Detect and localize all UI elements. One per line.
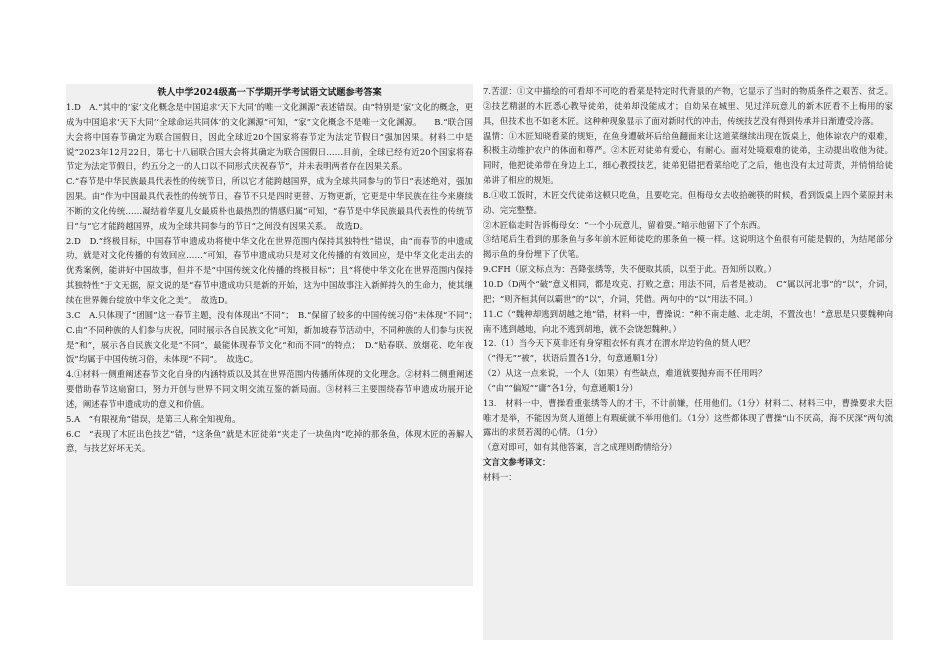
answer-8-point-3: ③结尾后生看到的那条鱼与多年前木匠师徒吃的那条鱼一模一样。这说明这个鱼很有可能是假的，为结尾部分揭示鱼的身份埋下了伏笔。 bbox=[483, 234, 893, 260]
answer-12-2: （2）从这一点来说，一个人（如果）有些缺点，难道就要抛弃而不任用吗？ bbox=[483, 368, 767, 379]
answer-9: 9.CFH（原文标点为：吾降张绣等，失不便取其质，以至于此。吾知所以败。） bbox=[483, 264, 777, 275]
answer-12-1-scoring: （“得无”“被”，状语后置各1分，句意通顺1分） bbox=[483, 353, 663, 364]
material-one-label: 材料一： bbox=[483, 471, 517, 482]
answer-6: 6.C “表现了木匠出色技艺”错，“这条鱼”就是木匠徒弟“夹走了一块鱼肉”吃掉的那条鱼，体现木匠的善解人意，与技艺好坏无关。 bbox=[66, 428, 473, 454]
answer-12-2-scoring: （“由”“偏短”“庸”各1分，句意通顺1分） bbox=[483, 382, 638, 393]
answer-10: 10.D（D两个“破”意义相同，都是攻克、打败之意；用法不同，后者是被动。 C“属以河北事”的“以”，介词，把；“则齐桓其何以霸世”的“以”，介词，凭借。两句中的“以”用法不同。） bbox=[483, 278, 893, 304]
answer-12-1: 12.（1）当今天下莫非还有身穿粗衣怀有真才在渭水岸边钓鱼的贤人吧？ bbox=[483, 338, 755, 349]
answer-4: 4.①材料一侧重阐述春节文化自身的内涵特质以及其在世界范围内传播所体现的文化理念。②材料二侧重阐述要借助春节这扇窗口，努力开创与世界不同文明交流互鉴的新局面。③材料三主要围绕春节申遗成功展开论述，阐述春节申遗成功的意义和价值。 bbox=[66, 369, 473, 409]
left-column bbox=[66, 84, 482, 586]
answer-11: 11.C（“魏种却逃到胡越之地”错，材料一中，曹操说：“种不南走越、北走胡，不置汝也！”意思是只要魏种向南不逃到越地，向北不逃到胡地，就不会饶恕魏种。） bbox=[483, 308, 893, 334]
translation-heading: 文言文参考译文： bbox=[483, 457, 551, 468]
answer-8-point-2: ②木匠临走时告诉梅母女：“一个小玩意儿，留着耍。”暗示他留下了个东西。 bbox=[483, 219, 766, 230]
answer-13: 13. 材料一中，曹操看重张绣等人的才干，不计前嫌，任用他们。（1分）材料二、材料三中，曹操要求大臣唯才是举，不能因为贤人道德上有瑕疵就不举用他们。（1分）这些都体现了曹操“山不厌高，海不厌深”两句流露出的求贤若渴的心情。（1分） bbox=[483, 397, 893, 438]
answer-7-warmth: 温情：①木匠知晓看菜的规矩，在鱼身遭破坏后给鱼翻面来让这道菜继续出现在饭桌上，他体谅农户的艰难，积极主动维护农户的体面和尊严。②木匠对徒弟有爱心，有耐心。面对处境艰难的徒弟，主动提出收他为徒。同时，他把徒弟带在身边上工，细心教授技艺，徒弟犯错把看菜给吃了之后，他也没有太过苛责，并悄悄给徒弟讲了相应的规矩。 bbox=[483, 130, 893, 186]
answer-5: 5.A “有限视角”错误，是第三人称全知视角。 bbox=[66, 413, 241, 424]
answer-2: 2.D D.“终极目标，中国春节申遗成功将使中华文化在世界范围内保持其独特性”错误，由“而春节的申遗成功，就是对文化传播的有效回应……”可知，春节申遗成功只是对文化传播的有效回应，是中华文化走出去的优秀案例，能讲好中国故事，但并不是“中国传统文化传播的终极目标”；且“将使中华文化在世界范围内保持其独特性”于文无据，原文说的是“春节申遗成功只是新的开始，这为中国故事注入新鲜持久的生命力，使其继续在世界舞台绽放中华文化之美”。 故选D。 bbox=[66, 235, 473, 305]
answer-3: 3.C A.只体现了“团圆”这一春节主题，没有体现出“不同”； B.“保留了较多的中国传统习俗”未体现“不同”； C.由“不同种族的人们参与庆祝，同时展示各自民族文化”可知，新加坡春节活动中，不同种族的人们参与庆祝是“和”，展示各自民族文化是“不同”，最能体现春节文化“和而不同”的特点； D.“贴春联、放烟花、吃年夜饭”均属于中国传统习俗，未体现“不同”。 故选C。 bbox=[66, 309, 482, 365]
document-title: 铁人中学2024级高一下学期开学考试语文试题参考答案 bbox=[157, 88, 382, 98]
answer-1: 1.D A.“其中的‘家’文化概念是中国追求‘天下大同’的唯一文化渊源”表述错误。由“特别是‘家’文化的概念，更成为中国追求‘天下大同’‘全球命运共同体’的文化渊源”可知，“家”文化概念不是唯一文化渊源。 B.“联合国大会将中国春节确定为联合国假日，因此全球近20个国家将春节定为法定节假日”强加因果。材料二中是说“2023年12月22日，第七十八届联合国大会将其确定为联合国假日……目前，全球已经有近20个国家将春节定为法定节假日，约五分之一的人口以不同形式庆祝春节”，并未表明两者存在因果关系。 bbox=[66, 102, 473, 172]
right-column bbox=[483, 84, 893, 640]
answer-13-note: （意对即可，如有其他答案，言之成理则酌情给分） bbox=[483, 442, 677, 453]
answer-8-point-1: 8.①收工饭时，木匠交代徒弟这顿只吃鱼，且要吃完。但梅母女去收拾碗筷的时候，看到饭桌上四个菜原封未动、完完整整。 bbox=[483, 189, 893, 215]
answer-1-continued: C.“春节是中华民族最具代表性的传统节日，所以它才能跨越国界，成为全球共同参与的节日”表述绝对，强加因果。由“作为中国最具代表性的传统节日，春节不只是四时更替、万物更新，它更是中华民族在往今来赓续不断的文化传统……凝结着华夏儿女最质朴也最热烈的情感归属”可知，“春节是中华民族最具代表性的传统节日”与“它才能跨越国界，成为全球共同参与的节日”之间没有因果关系。 故选D。 bbox=[66, 176, 473, 231]
answer-7-bitterness: 7.苦涩：①文中描绘的可看却不可吃的看菜是特定时代背景的产物，它显示了当时的物质条件之艰苦、贫乏。②技艺精湛的木匠悉心教导徒弟，徒弟却没能成才；自幼呆在城里、见过洋玩意儿的新木匠看不上梅用的家具，但技术也不如老木匠。这种种现象显示了面对新时代的冲击，传统技艺没有得到传承并日渐遭受冷落。 bbox=[483, 86, 893, 126]
